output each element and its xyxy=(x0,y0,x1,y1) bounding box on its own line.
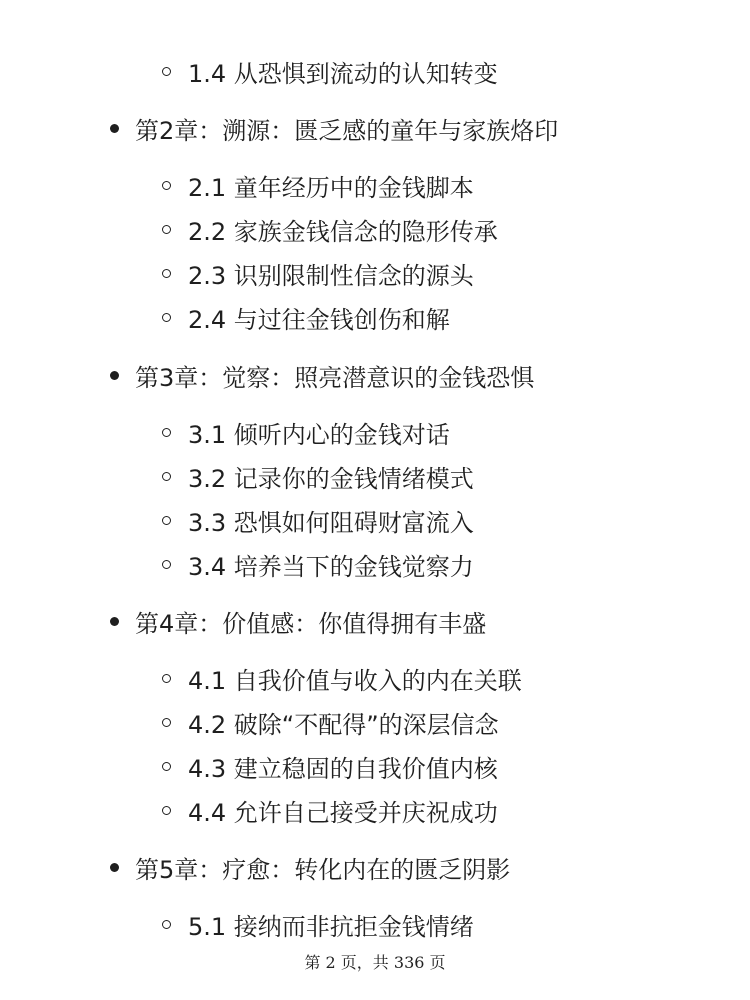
hollow-bullet-icon xyxy=(162,806,171,815)
toc-section-label: 2.4 与过往金钱创伤和解 xyxy=(188,305,450,334)
toc-section-item[interactable] xyxy=(0,544,750,584)
toc-section-item[interactable] xyxy=(0,297,750,337)
toc-section-label: 2.2 家族金钱信念的隐形传承 xyxy=(188,217,498,246)
filled-bullet-icon xyxy=(110,863,119,872)
toc-section-item[interactable] xyxy=(0,658,750,698)
toc-section-item[interactable] xyxy=(0,904,750,944)
hollow-bullet-icon xyxy=(162,181,171,190)
toc-section-item[interactable] xyxy=(0,456,750,496)
toc-section-item[interactable] xyxy=(0,500,750,540)
toc-section-label: 3.4 培养当下的金钱觉察力 xyxy=(188,552,474,581)
hollow-bullet-icon xyxy=(162,674,171,683)
hollow-bullet-icon xyxy=(162,269,171,278)
toc-chapter-label: 第5章：疗愈：转化内在的匮乏阴影 xyxy=(135,855,511,884)
toc-chapter-item[interactable] xyxy=(0,355,750,395)
toc-section-item[interactable] xyxy=(0,253,750,293)
toc-chapter-label: 第4章：价值感：你值得拥有丰盛 xyxy=(135,609,487,638)
hollow-bullet-icon xyxy=(162,762,171,771)
toc-section-item[interactable] xyxy=(0,702,750,742)
toc-section-label: 1.4 从恐惧到流动的认知转变 xyxy=(188,59,498,88)
toc-section-label: 3.2 记录你的金钱情绪模式 xyxy=(188,464,474,493)
filled-bullet-icon xyxy=(110,124,119,133)
toc-section-label: 4.4 允许自己接受并庆祝成功 xyxy=(188,798,498,827)
toc-section-item[interactable] xyxy=(0,790,750,830)
hollow-bullet-icon xyxy=(162,428,171,437)
hollow-bullet-icon xyxy=(162,472,171,481)
toc-section-item[interactable] xyxy=(0,412,750,452)
page-indicator: 第 2 页，共 336 页 xyxy=(304,953,446,972)
hollow-bullet-icon xyxy=(162,313,171,322)
toc-section-label: 3.1 倾听内心的金钱对话 xyxy=(188,420,450,449)
toc-section-label: 3.3 恐惧如何阻碍财富流入 xyxy=(188,508,474,537)
hollow-bullet-icon xyxy=(162,516,171,525)
hollow-bullet-icon xyxy=(162,225,171,234)
hollow-bullet-icon xyxy=(162,560,171,569)
toc-chapter-label: 第2章：溯源：匮乏感的童年与家族烙印 xyxy=(135,116,559,145)
toc-section-item[interactable] xyxy=(0,165,750,205)
filled-bullet-icon xyxy=(110,617,119,626)
toc-section-label: 5.1 接纳而非抗拒金钱情绪 xyxy=(188,912,474,941)
toc-chapter-item[interactable] xyxy=(0,601,750,641)
toc-section-item[interactable] xyxy=(0,746,750,786)
toc-section-label: 4.2 破除“不配得”的深层信念 xyxy=(188,710,499,739)
toc-section-label: 4.3 建立稳固的自我价值内核 xyxy=(188,754,498,783)
toc-section-item[interactable] xyxy=(0,51,750,91)
filled-bullet-icon xyxy=(110,371,119,380)
toc-chapter-item[interactable] xyxy=(0,847,750,887)
hollow-bullet-icon xyxy=(162,718,171,727)
toc-chapter-label: 第3章：觉察：照亮潜意识的金钱恐惧 xyxy=(135,363,535,392)
toc-chapter-item[interactable] xyxy=(0,108,750,148)
hollow-bullet-icon xyxy=(162,67,171,76)
hollow-bullet-icon xyxy=(162,920,171,929)
toc-section-label: 2.3 识别限制性信念的源头 xyxy=(188,261,474,290)
toc-section-item[interactable] xyxy=(0,209,750,249)
toc-section-label: 2.1 童年经历中的金钱脚本 xyxy=(188,173,474,202)
toc-section-label: 4.1 自我价值与收入的内在关联 xyxy=(188,666,522,695)
